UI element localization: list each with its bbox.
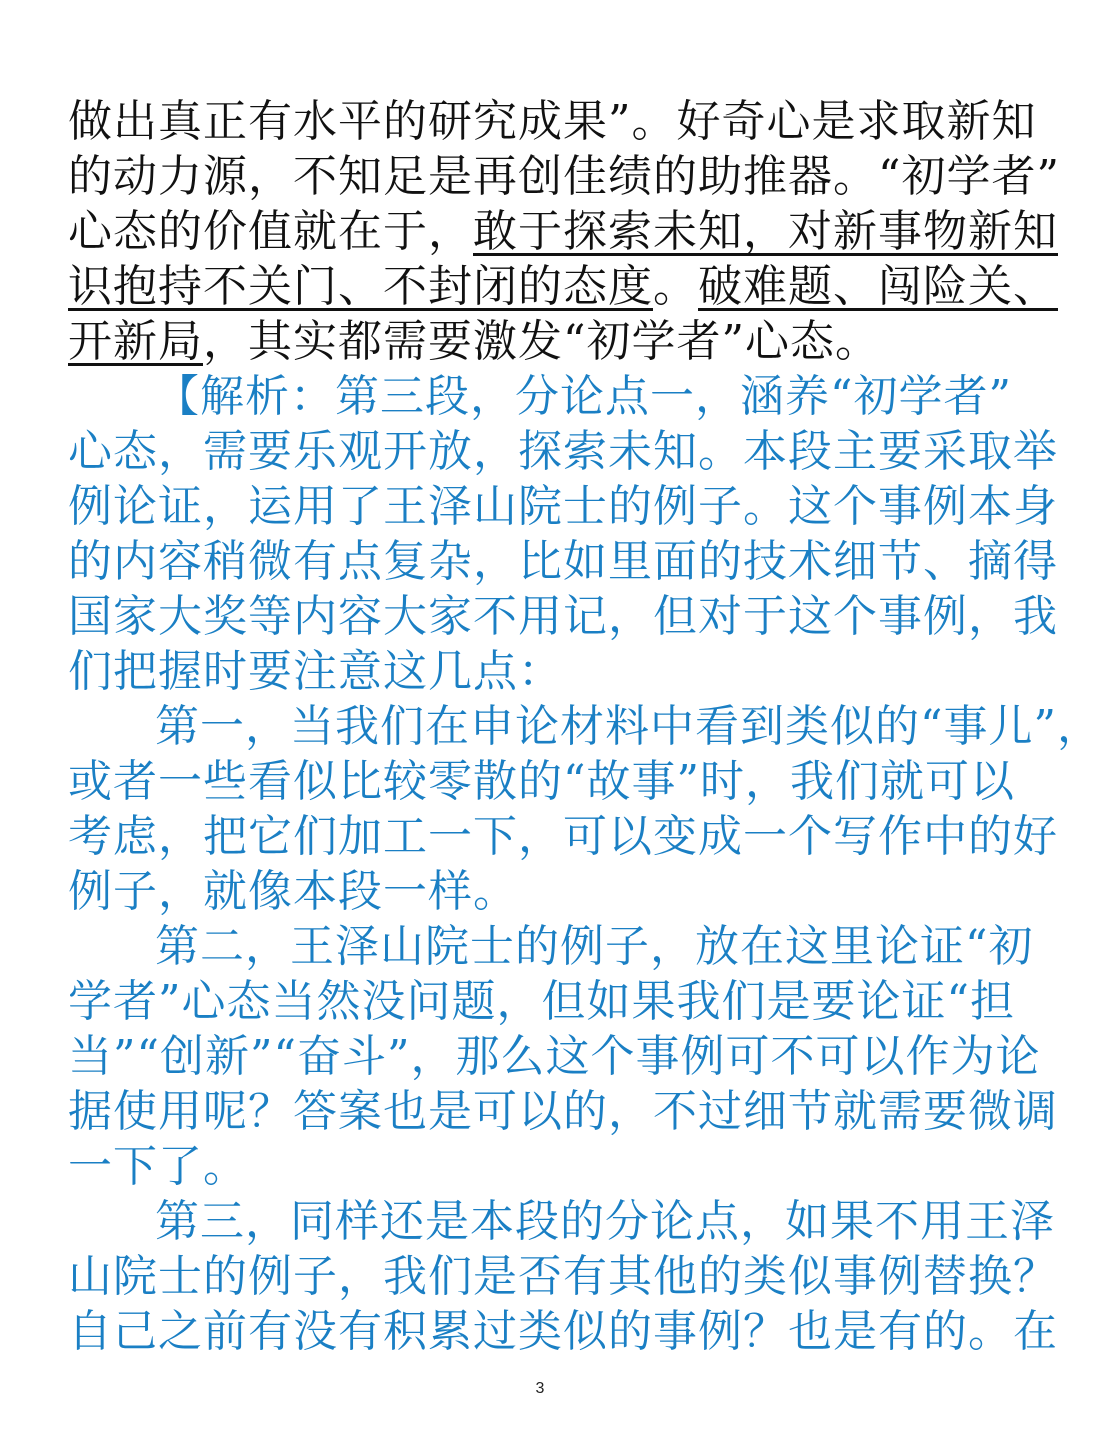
analysis-line-6: 们把握时要注意这几点： <box>68 646 563 697</box>
page-number: 3 <box>535 1380 545 1397</box>
analysis-line-11: 第二，王泽山院士的例子，放在这里论证“初 <box>155 921 1034 972</box>
analysis-line-7: 第一，当我们在申论材料中看到类似的“事儿”， <box>155 701 1102 752</box>
analysis-line-16: 第三，同样还是本段的分论点，如果不用王泽 <box>155 1196 1055 1247</box>
essay-line-5 <box>68 312 1018 372</box>
analysis-line-9: 考虑，把它们加工一下，可以变成一个写作中的好 <box>68 811 1058 862</box>
underlined-phrase: 开新局 <box>68 316 203 367</box>
essay-text: 的动力源，不知足是再创佳绩的助推器。“初学者” <box>68 151 1060 202</box>
analysis-line-3: 例论证，运用了王泽山院士的例子。这个事例本身 <box>68 481 1058 532</box>
essay-line-1 <box>68 92 1037 152</box>
analysis-line-4: 的内容稍微有点复杂，比如里面的技术细节、摘得 <box>68 536 1058 587</box>
underlined-phrase: 破难题、闯险关、 <box>698 261 1058 312</box>
analysis-line-1: 【解析：第三段，分论点一，涵养“初学者” <box>155 371 1012 422</box>
analysis-line-15: 一下了。 <box>68 1141 248 1192</box>
analysis-line-18: 自己之前有没有积累过类似的事例？也是有的。在 <box>68 1306 1058 1357</box>
analysis-line-10: 例子，就像本段一样。 <box>68 866 518 917</box>
analysis-line-12: 学者”心态当然没问题，但如果我们是要论证“担 <box>68 976 1015 1027</box>
analysis-line-17: 山院士的例子，我们是否有其他的类似事例替换？ <box>68 1251 1058 1302</box>
analysis-line-13: 当”“创新”“奋斗”，那么这个事例可不可以作为论 <box>68 1031 1041 1082</box>
underlined-phrase: 敢于探索未知，对新事物新知 <box>473 206 1058 257</box>
underlined-phrase: 识抱持不关门、不封闭的态度 <box>68 261 653 312</box>
essay-text: ，其实都需要激发“初学者”心态。 <box>203 316 880 367</box>
essay-text: 心态的价值就在于， <box>68 206 473 257</box>
analysis-line-2: 心态，需要乐观开放，探索未知。本段主要采取举 <box>68 426 1058 477</box>
essay-line-4 <box>68 257 1058 317</box>
analysis-line-14: 据使用呢？答案也是可以的，不过细节就需要微调 <box>68 1086 1058 1137</box>
essay-line-2 <box>68 147 1060 207</box>
essay-text: 做出真正有水平的研究成果”。好奇心是求取新知 <box>68 96 1037 147</box>
analysis-line-8: 或者一些看似比较零散的“故事”时，我们就可以 <box>68 756 1015 807</box>
essay-line-3 <box>68 202 1058 262</box>
essay-text: 。 <box>653 261 698 312</box>
analysis-line-5: 国家大奖等内容大家不用记，但对于这个事例，我 <box>68 591 1058 642</box>
